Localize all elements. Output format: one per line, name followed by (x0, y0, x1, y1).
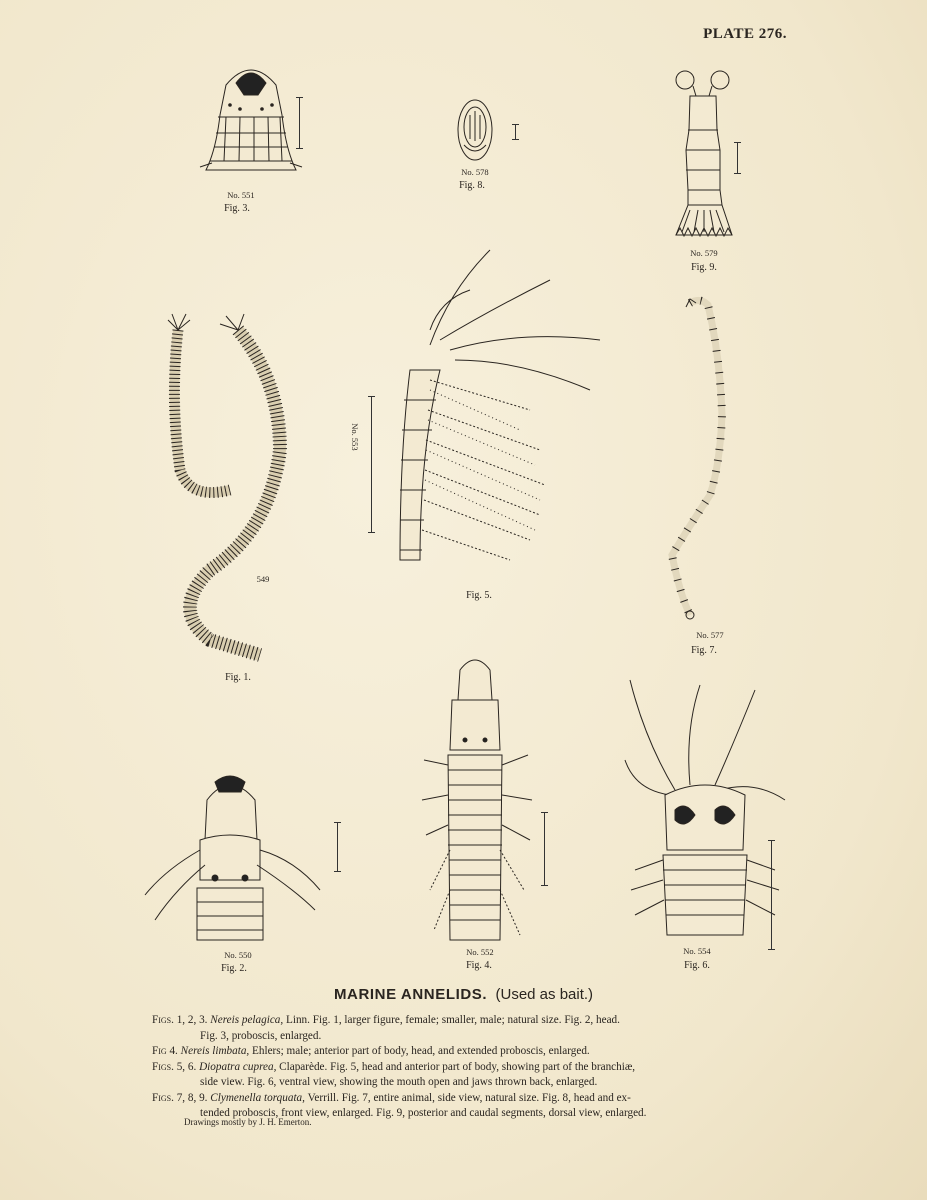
fig7-number: No. 577 (696, 630, 724, 640)
fig5-scale-bar (368, 396, 375, 533)
fig9-number: No. 579 (690, 248, 718, 258)
fig9-label: Fig. 9. (691, 262, 717, 273)
fig1-label: Fig. 1. (225, 672, 251, 683)
desc-line-2: Fig. 3, proboscis, enlarged. (200, 1029, 322, 1042)
fig2-number: No. 550 (224, 950, 252, 960)
fig1-number: 549 (256, 574, 270, 584)
fig5-label: Fig. 5. (466, 590, 492, 601)
fig5-number: No. 553 (350, 423, 360, 451)
desc-line-4: Figs. 5, 6. Diopatra cuprea, Claparède. Fig. 5, head and anterior part of body, showing part of the branchiæ, (152, 1060, 636, 1073)
fig3-number: No. 551 (227, 190, 255, 200)
fig3-illustration (196, 55, 306, 185)
fig9-scale-bar (734, 142, 741, 174)
fig3-label: Fig. 3. (224, 203, 250, 214)
fig7-illustration (660, 295, 750, 635)
fig4-scale-bar (541, 812, 548, 886)
desc-line-3: Fig 4. Nereis limbata, Ehlers; male; anterior part of body, head, and extended proboscis, enlarged. (152, 1045, 590, 1057)
fig8-illustration (450, 95, 500, 165)
plate-title (0, 986, 927, 1003)
fig6-label: Fig. 6. (684, 960, 710, 971)
plate-title-sub: (Used as bait.) (495, 986, 594, 1003)
desc-line-1: Figs. 1, 2, 3. Nereis pelagica, Linn. Fig. 1, larger figure, female; smaller, male; natural size. Fig. 2, head. (152, 1014, 620, 1026)
fig6-scale-bar (768, 840, 775, 950)
fig4-illustration (420, 650, 550, 945)
desc-line-7: tended proboscis, front view, enlarged. Fig. 9, posterior and caudal segments, dorsal view, enlarged. (200, 1107, 647, 1119)
fig5-illustration (370, 250, 610, 590)
fig7-label: Fig. 7. (691, 645, 717, 656)
plate-description (152, 1013, 792, 1122)
fig2-illustration (145, 770, 325, 950)
fig8-number: No. 578 (461, 167, 489, 177)
desc-line-5: side view. Fig. 6, ventral view, showing the mouth open and jaws thrown back, enlarged. (200, 1076, 598, 1088)
fig2-scale-bar (334, 822, 341, 872)
plate-title-main: MARINE ANNELIDS. (333, 986, 488, 1003)
fig1-illustration (150, 300, 300, 670)
fig6-number: No. 554 (683, 946, 711, 956)
fig3-scale-bar (296, 97, 303, 149)
fig8-label: Fig. 8. (459, 180, 485, 191)
fig8-scale-bar (512, 124, 519, 140)
fig4-number: No. 552 (466, 947, 494, 957)
fig2-label: Fig. 2. (221, 963, 247, 974)
desc-line-6: Figs. 7, 8, 9. Clymenella torquata, Verrill. Fig. 7, entire animal, side view, natural size. Fig. 8, head and ex- (152, 1091, 631, 1104)
plate-number: PLATE 276. (703, 26, 787, 42)
drawing-credit: Drawings mostly by J. H. Emerton. (184, 1117, 312, 1127)
fig4-label: Fig. 4. (466, 960, 492, 971)
